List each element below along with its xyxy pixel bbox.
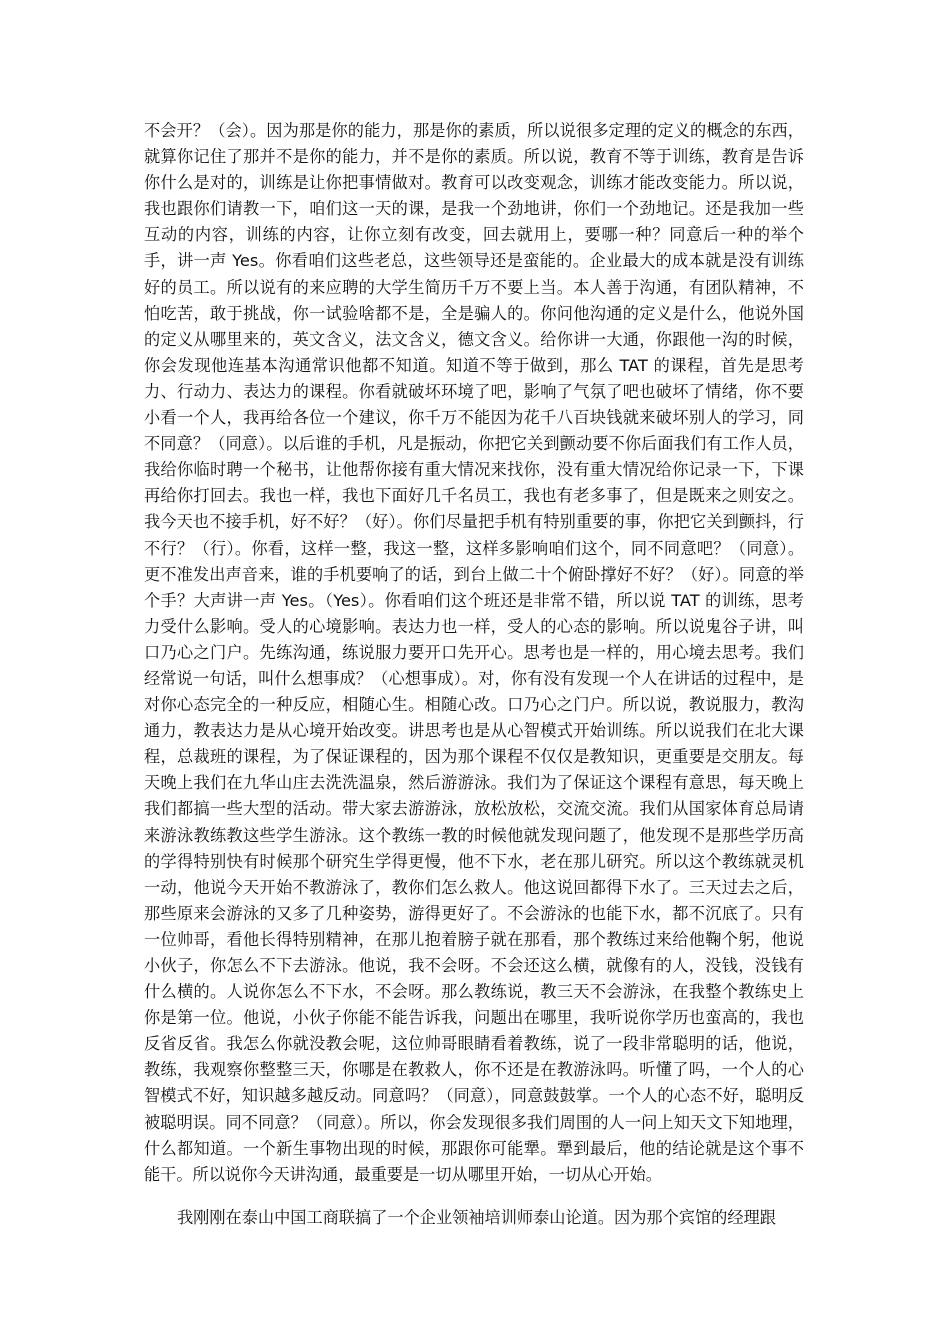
document-body bbox=[144, 118, 804, 1231]
body-paragraph: 我刚刚在泰山中国工商联搞了一个企业领袖培训师泰山论道。因为那个宾馆的经理跟 bbox=[177, 1207, 776, 1227]
body-paragraph: 不会开？（会）。因为那是你的能力，那是你的素质，所以说很多定理的定义的概念的东西，就算你记住了那并不是你的能力，并不是你的素质。所以说，教育不等于训练，教育是告诉你什么是对的，训练是让你把事情做对。教育可以改变观念，训练才能改变能力。所以说，我也跟你们请教一下，咱们这一天的课，是我一个劲地讲，你们一个劲地记。还是我加一些互动的内容，训练的内容，让你立刻有改变，回去就用上，要哪一种？同意后一种的举个手，讲一声 Yes。你看咱们这些老总，这些领导还是蛮能的。企业最大的成本就是没有训练好的员工。所以说有的来应聘的大学生简历千万不要上当。本人善于沟通，有团队精神，不怕吃苦，敢于挑战，你一试验啥都不是，全是骗人的。你问他沟通的定义是什么，他说外国的定义从哪里来的，英文含义，法文含义，德文含义。给你讲一大通，你跟他一沟的时候，你会发现他连基本沟通常识他都不知道。知道不等于做到，那么 TAT 的课程，首先是思考力、行动力、表达力的课程。你看就破坏环境了吧，影响了气氛了吧也破坏了情绪，你不要小看一个人，我再给各位一个建议，你千万不能因为花千八百块钱就来破坏别人的学习，同不同意？（同意）。以后谁的手机，凡是振动，你把它关到颤动要不你后面我们有工作人员，我给你临时聘一个秘书，让他帮你接有重大情况来找你，没有重大情况给你记录一下，下课再给你打回去。我也一样，我也下面好几千名员工，我也有老多事了，但是既来之则安之。我今天也不接手机，好不好？（好）。你们尽量把手机有特别重要的事，你把它关到颤抖，行不行？（行）。你看，这样一整，我这一整，这样多影响咱们这个，同不同意吧？（同意）。更不准发出声音来，谁的手机要响了的话，到台上做二十个俯卧撑好不好？（好）。同意的举个手？大声讲一声 Yes。（Yes）。你看咱们这个班还是非常不错，所以说 TAT 的训练，思考力受什么影响。受人的心境影响。表达力也一样，受人的心态的影响。所以说鬼谷子讲，叫口乃心之门户。先练沟通，练说服力要开口先开心。思考也是一样的，用心境去思考。我们经常说一句话，叫什么想事成？（心想事成）。对，你有没有发现一个人在讲话的过程中，是对你心态完全的一种反应，相随心生。相随心改。口乃心之门户。所以说，教说服力，教沟通力，教表达力是从心境开始改变。讲思考也是从心智模式开始训练。所以说我们在北大课程，总裁班的课程，为了保证课程的，因为那个课程不仅仅是教知识，更重要是交朋友。每天晚上我们在九华山庄去洗洗温泉，然后游游泳。我们为了保证这个课程有意思，每天晚上我们都搞一些大型的活动。带大家去游游泳，放松放松，交流交流。我们从国家体育总局请来游泳教练教这些学生游泳。这个教练一教的时候他就发现问题了，他发现不是那些学历高的学得特别快有时候那个研究生学得更慢，他不下水，老在那儿研究。所以这个教练就灵机一动，他说今天开始不教游泳了，教你们怎么救人。他这说回都得下水了。三天过去之后，那些原来会游泳的又多了几种姿势，游得更好了。不会游泳的也能下水，都不沉底了。只有一位帅哥，看他长得特别精神，在那儿抱着膀子就在那看，那个教练过来给他鞠个躬，他说小伙子，你怎么不下去游泳。他说，我不会呀。不会还这么横，就像有的人，没钱，没钱有什么横的。人说你怎么不下水，不会呀。那么教练说，教三天不会游泳，在我整个教练史上你是第一位。他说，小伙子你能不能告诉我，问题出在哪里，我听说你学历也蛮高的，我也反省反省。我怎么你就没教会呢，这位帅哥眼睛看着教练，说了一段非常聪明的话，他说，教练，我观察你整整三天，你哪是在教救人，你不还是在教游泳吗。听懂了吗，一个人的心智模式不好，知识越多越反动。同意吗？（同意），同意鼓鼓掌。一个人的心态不好，聪明反被聪明误。同不同意？（同意）。所以，你会发现很多我们周围的人一问上知天文下知地理，什么都知道。一个新生事物出现的时候，那跟你可能犟。犟到最后，他的结论就是这个事不能干。所以说你今天讲沟通，最重要是一切从哪里开始，一切从心开始。 bbox=[144, 121, 804, 1184]
